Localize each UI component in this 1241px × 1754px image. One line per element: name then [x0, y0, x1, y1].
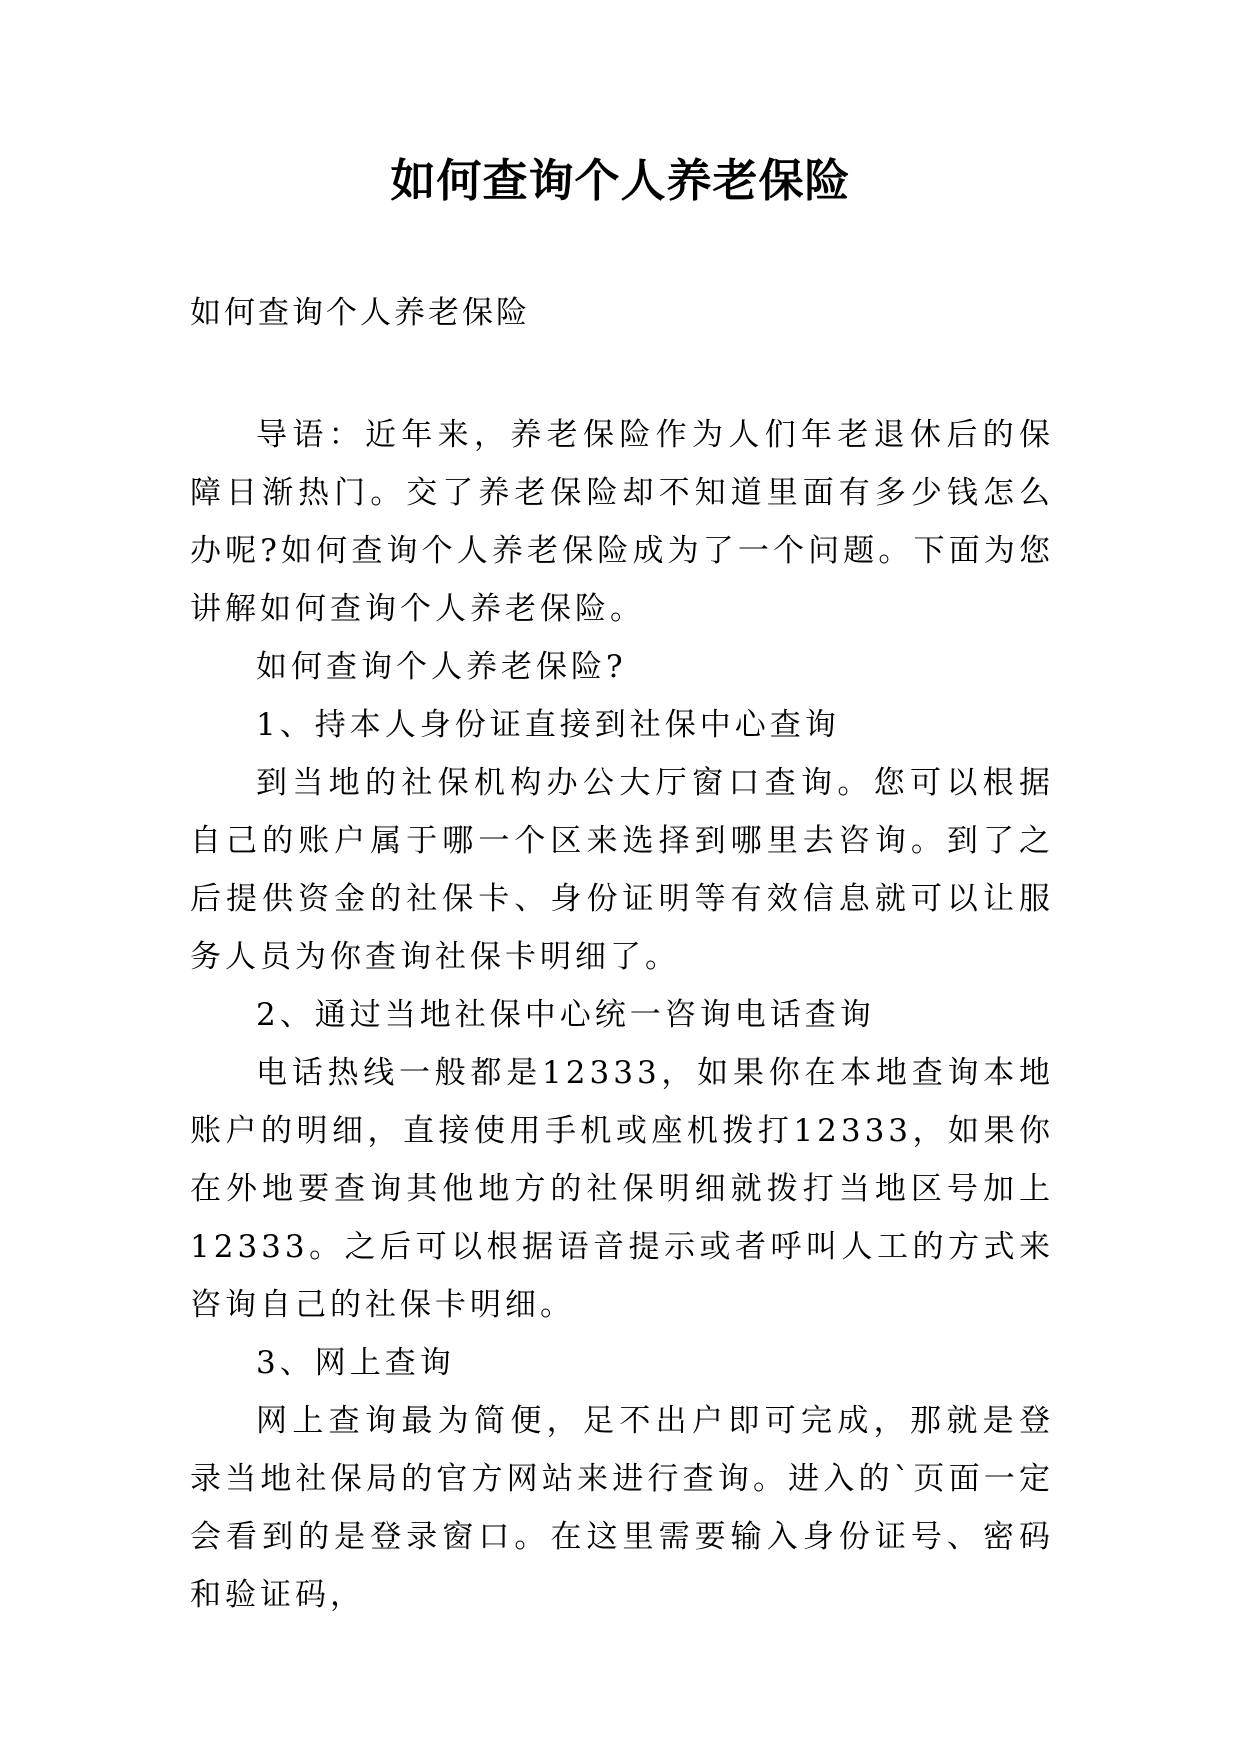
paragraph-method-3: 网上查询最为简便，足不出户即可完成，那就是登录当地社保局的官方网站来进行查询。进入的`页面一定会看到的是登录窗口。在这里需要输入身份证号、密码和验证码， — [190, 1403, 1054, 1613]
paragraph-intro: 导语：近年来，养老保险作为人们年老退休后的保障日渐热门。交了养老保险却不知道里面有多少钱怎么办呢?如何查询个人养老保险成为了一个问题。下面为您讲解如何查询个人养老保险。 — [190, 417, 1054, 627]
document-body — [190, 406, 1054, 1624]
heading-method-1: 1、持本人身份证直接到社保中心查询 — [256, 707, 840, 743]
heading-method-2: 2、通过当地社保中心统一咨询电话查询 — [256, 997, 875, 1033]
paragraph-method-2: 电话热线一般都是12333，如果你在本地查询本地账户的明细，直接使用手机或座机拨打12333，如果你在外地要查询其他地方的社保明细就拨打当地区号加上12333。之后可以根据语音提示或者呼叫人工的方式来咨询自己的社保卡明细。 — [190, 1055, 1054, 1323]
heading-method-3: 3、网上查询 — [256, 1345, 455, 1381]
document-title: 如何查询个人养老保险 — [390, 154, 851, 207]
paragraph-method-1: 到当地的社保机构办公大厅窗口查询。您可以根据自己的账户属于哪一个区来选择到哪里去咨询。到了之后提供资金的社保卡、身份证明等有效信息就可以让服务人员为你查询社保卡明细了。 — [190, 765, 1054, 975]
paragraph-question: 如何查询个人养老保险? — [256, 649, 627, 685]
document-subtitle: 如何查询个人养老保险 — [190, 295, 530, 331]
